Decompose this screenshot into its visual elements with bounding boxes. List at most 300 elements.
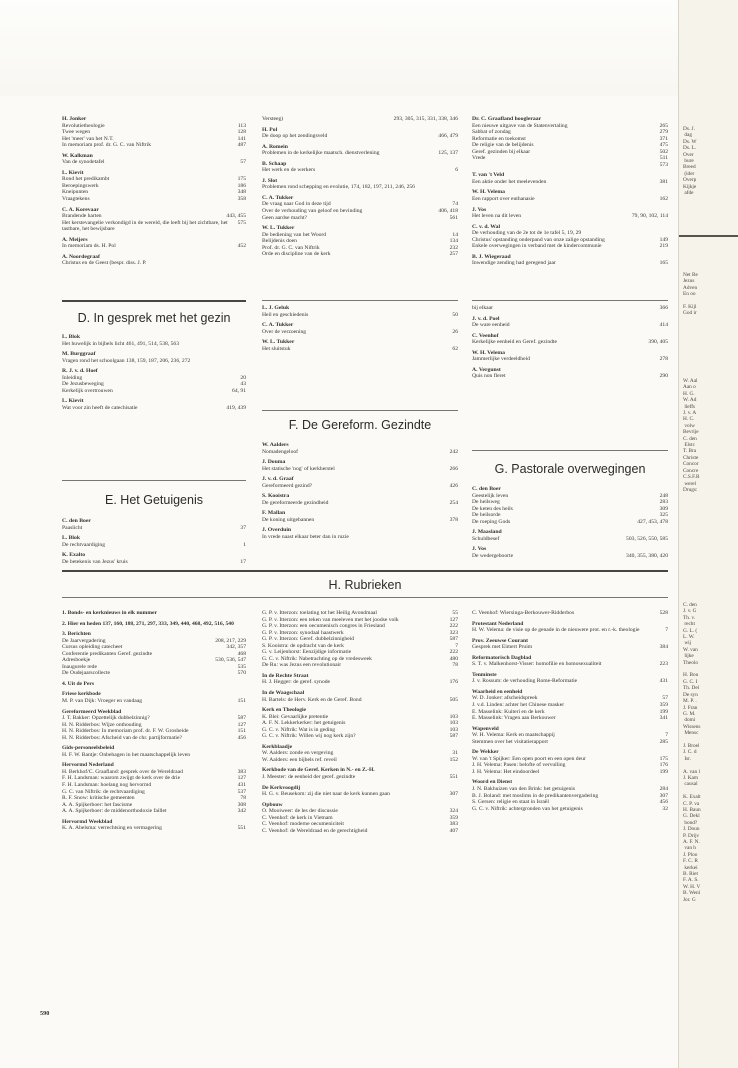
index-entry: [472, 486, 668, 525]
entry-line: [62, 341, 246, 348]
author-name: A. Vergunst: [472, 366, 501, 373]
index-entry: [62, 398, 246, 411]
entry-title: Gereformeerd gezind?: [262, 482, 313, 489]
page-ref: 151: [237, 698, 246, 705]
entry-line: [472, 305, 668, 312]
page-ref: 7: [665, 732, 668, 739]
entry-title: De doop op het zendingsveld: [262, 133, 328, 140]
page-ref: 427, 453, 478: [637, 518, 668, 525]
entry-title: De bediening van het Woord: [262, 231, 327, 238]
entry-title: Kneipunten: [62, 189, 89, 196]
entry-line: [472, 627, 668, 634]
author-name: W. Aalders: [262, 442, 289, 448]
entry-line: [472, 356, 668, 363]
entry-title: J. v. Rossum: de verhouding Rome-Reformatie: [472, 678, 578, 685]
entry-title: H. N. Ridderbos: Wijze onthouding: [62, 721, 142, 728]
page-ref: 358: [237, 196, 246, 203]
page-ref: 390, 405: [648, 339, 668, 346]
author-name: J. Slot: [262, 177, 278, 184]
entry-title: Over de verhouding van geloof en bevinding: [262, 208, 363, 215]
index-entry: [262, 127, 458, 140]
page-ref: 208, 217, 229: [215, 637, 246, 644]
entry-line: [472, 322, 668, 329]
entry-title: E. Masselink: Vragen aan Berkouwer: [472, 715, 556, 722]
author-name: W. L. Tukker: [262, 225, 295, 232]
author-name: A. Noordegraaf: [62, 253, 100, 260]
page-ref: 176: [659, 762, 668, 769]
rubriek-entry: [472, 610, 668, 617]
entry-title: H. J. Hegger: de geref. synode: [262, 679, 331, 686]
page-ref: 503, 526, 550, 585: [626, 535, 668, 542]
page-ref: 103: [449, 726, 458, 733]
author-name: W. L. Tukker: [262, 339, 295, 346]
entry-line: [472, 553, 668, 560]
entry-title: In memoriam prof. dr. G. C. van Niftrik: [62, 142, 152, 149]
entry-title: G. P. v. Itterzon: een teken van meeleven met het joodse volk: [262, 616, 399, 623]
author-name: L. Blok: [62, 334, 81, 340]
entry-title: Jammerlijke verdeeldheid: [472, 356, 530, 363]
entry-line: [472, 610, 668, 617]
entry-line: [472, 806, 668, 813]
page-ref: 309: [659, 505, 668, 512]
entry-title: O. Mooiweer: de les der discussie: [262, 808, 338, 815]
rubriek-entry: [62, 610, 246, 617]
page-ref: 199: [659, 768, 668, 775]
author-name: J. v. d. Graaf: [262, 476, 294, 483]
rubriek-heading: 3. Berichten: [62, 631, 91, 638]
author-name: L. J. Geluk: [262, 305, 290, 311]
entry-title: J. T. Bakker: Opzettelijk dubbelzinnig?: [62, 715, 150, 722]
page-ref: 175: [659, 755, 668, 762]
author-name: J. Maasland: [472, 529, 502, 536]
index-entry: [62, 368, 246, 394]
rubriek-entry: [262, 610, 458, 669]
index-entry: [262, 305, 458, 318]
page-ref: 79, 90, 102, 114: [631, 213, 668, 220]
page-ref: 7: [665, 627, 668, 634]
section-f-entries: [262, 442, 458, 545]
index-entry: [262, 527, 458, 540]
entry-title: De ware eenheid: [472, 322, 510, 329]
entry-title: Het leven na dit leven: [472, 213, 522, 220]
page-ref: 57: [240, 159, 246, 166]
page-ref: 452: [237, 243, 246, 250]
entry-line: [472, 678, 668, 685]
author-name: J. Douma: [262, 459, 286, 466]
rubriek-heading: Friese kerkbode: [62, 691, 101, 698]
page-ref: 278: [659, 356, 668, 363]
entry-title: G. C. v. Niftrik: Wat is in geding: [262, 726, 336, 733]
author-name: L. Kievit: [62, 169, 84, 176]
entry-line: [472, 661, 668, 668]
entry-title: Inwendige zending had geregend jaar: [472, 260, 556, 267]
page-ref: 222: [449, 623, 458, 630]
entry-title: Beroepingswerk: [62, 182, 99, 189]
rubriek-heading: Waarheid en eenheid: [472, 688, 523, 695]
page-ref: 456: [237, 734, 246, 741]
entry-title: H. N. Ridderbos: In memoriam prof. dr. F. W. Grosheide: [62, 728, 189, 735]
author-name: W. H. Velema: [472, 349, 505, 356]
page-ref: 575: [237, 219, 246, 226]
index-entry: [62, 334, 246, 347]
index-entry: [472, 316, 668, 329]
index-entry: [472, 207, 668, 220]
entry-line: [62, 670, 246, 677]
entry-title: C. Veenhof: de Wereldraad en de gerechtigheid: [262, 827, 368, 834]
entry-line: [472, 769, 668, 776]
section-rule: [62, 480, 246, 481]
entry-line: [472, 739, 668, 746]
page-ref: 587: [237, 715, 246, 722]
index-entry: [262, 476, 458, 489]
page-ref: 50: [452, 311, 458, 318]
page-ref: 125, 137: [438, 150, 458, 157]
entry-title: De gereformeerde gezindheid: [262, 499, 329, 506]
entry-title: Een nieuwe uitgave van de Statenvertaling: [472, 122, 568, 129]
author-name: C. Veenhof: [472, 332, 499, 339]
entry-title: Sabbat of zondag: [472, 129, 511, 136]
author-name: W. H. Velema: [472, 189, 505, 196]
page-ref: 383: [237, 768, 246, 775]
rubriek-heading: Kerkblaadje: [262, 743, 293, 750]
section-rule: [472, 300, 668, 301]
entry-line: [472, 196, 668, 203]
page-ref: 342, 357: [226, 644, 246, 651]
index-entry: [262, 195, 458, 221]
entry-title: F. H. Landsman: hoelang nog hervormd: [62, 782, 152, 789]
page-ref: 431: [237, 782, 246, 789]
author-name: C. v. d. Wal: [472, 223, 501, 230]
entry-title: R. F. Snow: kritische gemeenten: [62, 795, 135, 802]
entry-title: Cursus opleiding catecheet: [62, 644, 123, 651]
page-ref: 232: [449, 244, 458, 251]
rubriek-heading: De Kerkvoogdij: [262, 784, 301, 791]
section-heading-f: F. De Gereform. Gezindte: [288, 418, 432, 432]
entry-line: [472, 715, 668, 722]
section-e-continued: [262, 305, 458, 356]
entry-line: [472, 260, 668, 267]
author-name: L. Kievit: [62, 398, 84, 405]
entry-title: De rechtvaardiging: [62, 541, 106, 548]
entry-title: Kerkelijke eenheid en Geref. gezindte: [472, 339, 557, 346]
entry-title: De heilsorde: [472, 512, 501, 519]
entry-line: [262, 828, 458, 835]
section-d-entries: [62, 334, 246, 415]
entry-title: C. Veenhof: de kerk in Vietnam: [262, 814, 333, 821]
entry-title: Nomadengeloof: [262, 448, 299, 455]
entry-line: [262, 466, 458, 473]
page-ref: 283: [659, 499, 668, 506]
entry-line: [62, 559, 246, 566]
page-ref: 406, 418: [438, 208, 458, 215]
entry-title: J. H. Velema: Pasen: belofte of vervulling: [472, 762, 566, 769]
page-ref: 257: [449, 251, 458, 258]
entry-title: C. Veenhof: Wiersinga-Berkouwer-Ridderbos: [472, 610, 575, 616]
entry-title: Versteeg): [262, 116, 284, 122]
entry-title: J. Meester: de eenheid der geref. gezindte: [262, 774, 356, 781]
page-ref: 134: [449, 238, 458, 245]
page-ref: 165: [659, 260, 668, 267]
page-ref: 561: [449, 214, 458, 221]
entry-line: [472, 243, 668, 250]
entry-line: [262, 662, 458, 669]
entry-title: E. Masselink: Kuiteri en de kerk: [472, 708, 545, 715]
entry-line: [62, 825, 246, 832]
entry-line: [262, 449, 458, 456]
entry-line: [472, 519, 668, 526]
entry-title: J. N. Bakhuizen van den Brink: het getuigenis: [472, 786, 575, 793]
author-name: C. A. Korevaar: [62, 206, 99, 213]
page-ref: 43: [240, 381, 246, 388]
adjacent-page-text: C. den J. v. G Th. v. recht G. L. ( L. W. wij W. van lijke Theolo H. Bou G. C. I Th. Del De syn M. P. . J. Fran G. M. domi Wissens Mensc J. Broel J. C. d Isr. A. van l J. Kam causal K. Exalt C. P. va H. Baun G. Dekl bond? J. Doun P. Drijv A. F. N. van h J. Ploo F. C. R kerkei B. Riet F. A. S. W. H. V B. Wenl Jor. G: [683, 602, 701, 903]
index-entry: [262, 322, 458, 335]
index-entry: [472, 529, 668, 542]
entry-line: [62, 388, 246, 395]
entry-line: [62, 698, 246, 705]
index-entry: [262, 225, 458, 258]
entry-title: A. A. Spijkerboer: de middenorthodoxie faillet: [62, 808, 167, 815]
entry-line: [62, 405, 246, 412]
author-name: B. Schaap: [262, 160, 287, 167]
page-ref: 103: [449, 720, 458, 727]
page-ref: 78: [240, 795, 246, 802]
page-ref: 475: [659, 142, 668, 149]
page-ref: 32: [662, 805, 668, 812]
page-ref: 487: [237, 142, 246, 149]
rubrieken-column-2: [262, 610, 458, 838]
entry-line: [262, 534, 458, 541]
entry-title: De Jaarvergadering: [62, 637, 106, 644]
entry-line: [262, 184, 458, 191]
entry-title: De Jezusbeweging: [62, 381, 104, 388]
index-entry: [262, 493, 458, 506]
author-name: R. J. v. d. Hoef: [62, 368, 98, 375]
rubriek-heading: Wapenveld: [472, 725, 499, 732]
rubriek-entry: [262, 673, 458, 686]
page-ref: 384: [659, 644, 668, 651]
page-ref: 248: [659, 492, 668, 499]
page-ref: 266: [449, 465, 458, 472]
entry-title: Belijdenis doen: [262, 238, 297, 245]
page-ref: 151: [237, 728, 246, 735]
page-ref: 340, 355, 380, 420: [626, 552, 668, 559]
page-ref: 7: [455, 642, 458, 649]
entry-line: [62, 752, 246, 759]
page-ref: 530, 536, 547: [215, 657, 246, 664]
entry-title: bij elkaar: [472, 305, 493, 311]
rubriek-entry: [62, 621, 246, 628]
page-ref: 222: [449, 649, 458, 656]
index-entry: [62, 254, 246, 267]
entry-title: Conferentie predikanten Geref. gezindte: [62, 650, 153, 657]
section-rule: [62, 300, 246, 302]
entry-title: Enkele overwegingen in verband met de kindercommunie: [472, 243, 602, 250]
rubriek-heading: Hervormd Nederland: [62, 762, 114, 769]
entry-line: [262, 517, 458, 524]
page-ref: 127: [449, 616, 458, 623]
index-column-2: [262, 116, 458, 262]
author-name: H. Pol: [262, 126, 278, 133]
author-name: Dr. C. Graafland hoogleraar: [472, 116, 542, 122]
adjacent-page-text: Net Be Jezus Adven En oo F. Kijl God ir: [683, 272, 698, 317]
entry-title: [472, 162, 657, 169]
index-entry: [262, 178, 458, 191]
index-entry: [262, 144, 458, 157]
index-entry: [262, 510, 458, 523]
entry-title: G. P. v. Itterzon: een oecumenisch congres in Friesland: [262, 623, 385, 630]
index-entry: [472, 546, 668, 559]
page-ref: 323: [449, 629, 458, 636]
entry-line: [62, 220, 246, 233]
entry-title: A. F. N. Lekkerkerker: het getuigenis: [262, 720, 346, 727]
entry-title: Het 'meer' van het N.T.: [62, 135, 114, 142]
page-ref: 407: [449, 827, 458, 834]
entry-title: K. Blei: Gevaarlijke pretentie: [262, 713, 329, 720]
page-ref: 570: [237, 670, 246, 677]
entry-title: De religie van de belijdenis: [472, 142, 534, 149]
author-name: F. Mallan: [262, 510, 286, 517]
page-ref: 285: [659, 738, 668, 745]
page-ref: 307: [659, 792, 668, 799]
page-ref: 480: [449, 655, 458, 662]
entry-line: [62, 159, 246, 166]
rubriek-entry: [262, 690, 458, 703]
entry-title: De Ru: was Jezus een revolutionair: [262, 662, 342, 669]
index-entry: [262, 442, 458, 455]
entry-title: Het huwelijk in bijbels licht 461, 491, 514, 538, 563: [62, 340, 179, 347]
entry-title: H. W. Velema: de visie op de genade in de nieuwere prot. en r.-k. theologie: [472, 627, 640, 634]
rubriek-heading: In de Rechte Straat: [262, 672, 309, 679]
entry-title: F. H. Landsman: waarom zwijgt de kerk over de drie: [62, 775, 181, 782]
section-rule: [262, 410, 458, 411]
page-ref: 359: [449, 814, 458, 821]
page-ref: 426: [449, 482, 458, 489]
section-g-entries: [472, 486, 668, 563]
page-ref: 502: [659, 148, 668, 155]
page-ref: 505: [449, 696, 458, 703]
section-heading-d: D. In gesprek met het gezin: [77, 311, 231, 325]
index-entry: [472, 367, 668, 380]
rubriek-heading: Reformatorisch Dagblad: [472, 654, 532, 661]
entry-line: [62, 260, 246, 267]
entry-line: [262, 774, 458, 781]
page-ref: 587: [449, 636, 458, 643]
author-name: T. van 't Veld: [472, 172, 505, 179]
entry-title: Revolutietheologie: [62, 122, 105, 129]
rubriek-entry: [262, 744, 458, 764]
page-ref: 254: [449, 499, 458, 506]
scan-margin: [0, 0, 738, 96]
entry-title: G. P. v. Itterzon: toelating tot het Heilig Avondmaal: [262, 610, 377, 616]
page-ref: 378: [449, 516, 458, 523]
page-ref: 64, 91: [232, 387, 246, 394]
page-ref: 141: [237, 135, 246, 142]
rubriek-entry: [472, 779, 668, 812]
rubriek-entry: [262, 802, 458, 835]
page-ref: 14: [452, 231, 458, 238]
entry-title: Schuldbesef: [472, 535, 500, 542]
rubriek-entry: [62, 819, 246, 832]
rubriek-heading: 4. Uit de Pers: [62, 680, 95, 687]
entry-title: S. Gersen: religie en staat in Israël: [472, 799, 549, 806]
entry-title: G. P. v. Itterzon: Geref. dubbelzinnigheid: [262, 636, 355, 643]
entry-title: W. Aalders: zonde en vergeving: [262, 750, 334, 757]
entry-line: [472, 373, 668, 380]
author-name: B. J. Wiegeraad: [472, 253, 511, 260]
entry-title: Het werk en de werkers: [262, 167, 316, 174]
entry-title: Het statische 'nog' of kerkherstel: [262, 465, 335, 472]
author-name: H. Jonker: [62, 116, 87, 122]
entry-title: K. A. Abelsma: verrechtsing en vermagering: [62, 825, 162, 832]
page-ref: 128: [237, 129, 246, 136]
rubriek-heading: Kerk en Theologie: [262, 707, 307, 714]
entry-title: Wat voor zin heeft de catechisatie: [62, 404, 138, 411]
page-ref: 528: [659, 610, 668, 616]
rubriek-entry: [472, 655, 668, 668]
entry-title: G. v. Leijenhorst: Eenzijdige informatie: [262, 649, 352, 656]
page-ref: 74: [452, 201, 458, 208]
index-entry: [472, 172, 668, 185]
entry-line: [262, 251, 458, 258]
section-rule: [62, 597, 668, 598]
section-rule: [262, 300, 458, 301]
rubriek-heading: De Wekker: [472, 749, 499, 756]
page-ref: 265: [659, 122, 668, 129]
page-ref: 443, 455: [226, 213, 246, 220]
page-ref: 414: [659, 322, 668, 329]
entry-line: [262, 312, 458, 319]
entry-title: S. Kooistra: de opdracht van de kerk: [262, 642, 344, 649]
author-name: K. Exalto: [62, 552, 86, 559]
page-ref: 127: [237, 721, 246, 728]
rubriek-entry: [62, 631, 246, 677]
index-entry: [62, 351, 246, 364]
entry-line: [262, 500, 458, 507]
entry-line: [262, 116, 458, 123]
entry-title: De wedergeboorte: [472, 552, 514, 559]
page-ref: 284: [659, 786, 668, 793]
page-ref: 381: [659, 178, 668, 185]
section-f-continued: [472, 305, 668, 384]
author-name: W. Kalkman: [62, 152, 93, 159]
index-entry: [472, 189, 668, 202]
section-heading-g: G. Pastorale overwegingen: [494, 462, 646, 476]
page-ref: 175: [237, 176, 246, 183]
page-number: 590: [40, 1010, 50, 1017]
index-column-3: [472, 116, 668, 271]
rubriek-entry: [472, 621, 668, 634]
entry-title: Paaslicht: [62, 524, 83, 531]
entry-title: Over de verzoening: [262, 328, 307, 335]
entry-title: De keten des heils: [472, 505, 513, 512]
entry-line: [62, 808, 246, 815]
entry-title: H. Bartels: de Herv. Kerk en de Geref. Bond: [262, 696, 362, 703]
rubriek-entry: [472, 638, 668, 651]
page-ref: 419, 439: [226, 404, 246, 411]
entry-title: H. N. Ridderbos: Afscheid van de chr. partijformatie?: [62, 734, 182, 741]
rubriek-heading: In de Waagschaal: [262, 690, 305, 697]
adjacent-page-text: W. Aal Aan o H. G. W. Ad lleffs J. v. A H. C. volw Bevrije C. den Elstc T. Bra Christe Concor Concre C.S.F.R werel Drugs:: [683, 378, 700, 493]
entry-line: [62, 542, 246, 549]
page-ref: 62: [452, 345, 458, 352]
index-entry: [472, 116, 668, 168]
entry-title: Een rapport over euthanasie: [472, 196, 535, 203]
entry-title: G. C. v. Niftrik: Nabetrachting op de vredesweek: [262, 655, 372, 662]
entry-title: De betekenis van Jezus' kruis: [62, 558, 128, 565]
entry-title: A. A. Spijkerboer: het fascisme: [62, 801, 133, 808]
page-ref: 537: [237, 788, 246, 795]
entry-title: Het sluitstuk: [262, 345, 291, 352]
